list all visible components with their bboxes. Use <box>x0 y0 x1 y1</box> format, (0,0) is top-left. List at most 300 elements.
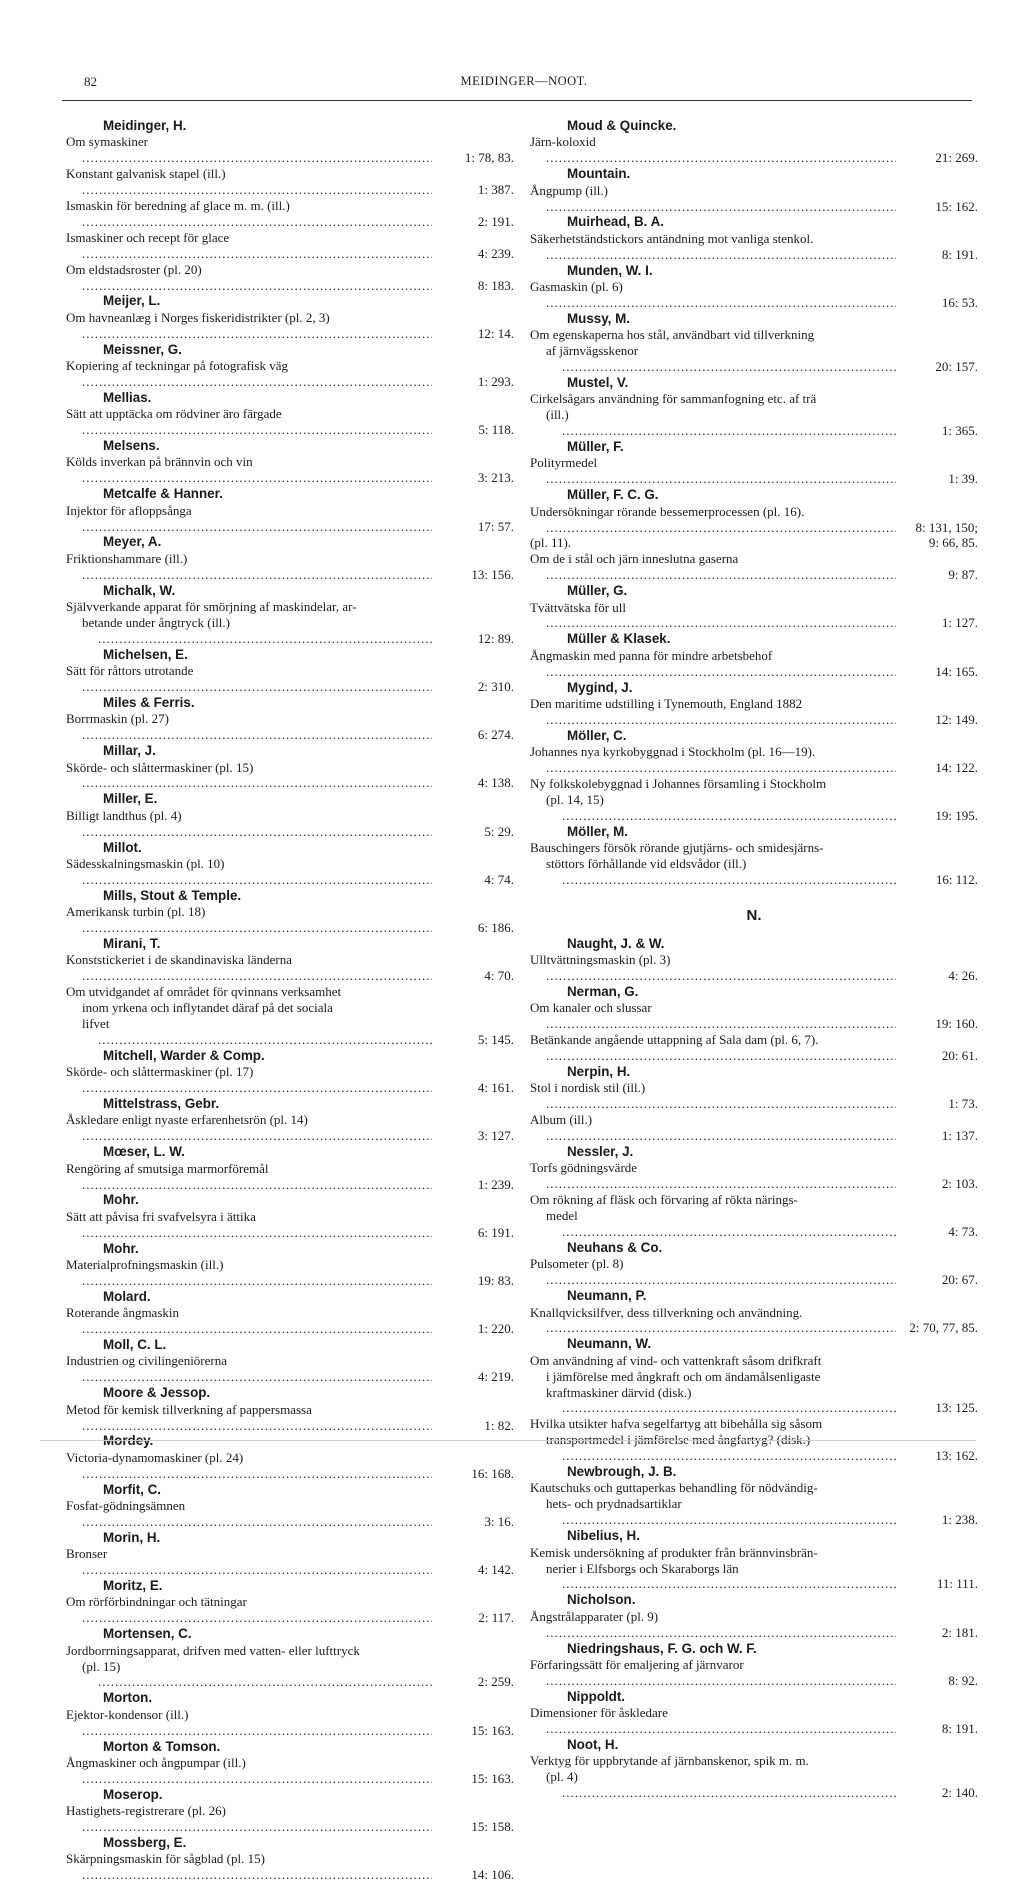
entry-line <box>530 952 896 984</box>
entry-title <box>66 134 432 166</box>
entry-line-text: betande under ångtryck (ill.) <box>82 614 230 630</box>
volume-page-ref: 12: 14. <box>477 325 514 341</box>
running-title: MEIDINGER—NOOT. <box>460 74 588 88</box>
leader-dots <box>66 374 432 390</box>
entry-line-text: (ill.) <box>546 407 569 423</box>
leader-dots <box>66 1128 432 1144</box>
entry-line-text: Borrmaskin (pl. 27) <box>66 711 169 727</box>
author-name: Michalk, W. <box>103 582 176 598</box>
index-entry <box>530 1480 978 1528</box>
volume-page-ref: 19: 83. <box>477 1272 514 1288</box>
index-entry <box>530 744 978 776</box>
entry-title <box>530 1545 896 1593</box>
entry-line-text: Injektor för afloppsånga <box>66 502 192 518</box>
entry-line-text: kraftmaskiner därvid (disk.) <box>546 1384 692 1400</box>
entry-line-text: Johannes nya kyrkobyggnad i Stockholm (pl. 16—19). <box>530 744 816 760</box>
entry-line <box>66 952 432 984</box>
leader-dots <box>546 1400 896 1416</box>
author-name: Mordey. <box>103 1433 154 1449</box>
entry-line: i jämförelse med ångkraft och om ändamålsenligaste <box>546 1368 821 1384</box>
entry-line: Jordborrningsapparat, drifven med vatten- eller lufttryck <box>66 1642 360 1658</box>
volume-page-ref: 8: 92. <box>948 1672 978 1688</box>
leader-dots <box>530 760 896 776</box>
entry-line-text: Polityrmedel <box>530 455 598 471</box>
leader-dots <box>546 359 896 375</box>
index-entry <box>530 1705 978 1737</box>
index-entry <box>66 599 514 647</box>
volume-page-ref: 14: 106. <box>471 1867 514 1883</box>
entry-line <box>66 262 432 294</box>
entry-title <box>530 535 896 551</box>
entry-title <box>66 1305 432 1337</box>
volume-page-ref: 4: 138. <box>477 775 514 791</box>
index-entry <box>66 1450 514 1482</box>
author-name: Munden, W. I. <box>567 262 653 278</box>
entry-line <box>66 1546 432 1578</box>
entry-line: Om egenskaperna hos stål, användbart vid tillverkning <box>530 327 815 343</box>
entry-line <box>530 1208 896 1240</box>
entry-title <box>530 952 896 984</box>
entry-line <box>66 310 432 342</box>
volume-page-ref: 21: 269. <box>935 150 978 166</box>
index-entry <box>530 455 978 487</box>
entry-line-text: Om havneanlæg i Norges fiskeridistrikter (pl. 2, 3) <box>66 309 330 325</box>
volume-page-ref: 8: 131, 150; <box>915 519 978 535</box>
entry-title <box>530 279 896 311</box>
volume-page-ref: 13: 125. <box>935 1400 978 1416</box>
volume-page-ref: 1: 127. <box>941 615 978 631</box>
index-entry <box>66 230 514 262</box>
entry-line <box>530 183 896 215</box>
entry-line-text: Victoria-dynamomaskiner (pl. 24) <box>66 1449 244 1465</box>
index-entry <box>530 952 978 984</box>
entry-line <box>530 1561 896 1593</box>
entry-title <box>530 1480 896 1528</box>
entry-title <box>530 1753 896 1801</box>
entry-line <box>530 1432 896 1464</box>
volume-page-ref: 2: 140. <box>941 1785 978 1801</box>
leader-dots <box>530 615 896 631</box>
volume-page-ref: 13: 156. <box>471 566 514 582</box>
right-column <box>530 118 978 1801</box>
volume-page-ref: 16: 112. <box>935 871 978 887</box>
leader-dots <box>66 1771 432 1787</box>
entry-line-text: Bronser <box>66 1546 108 1562</box>
entry-line <box>530 1385 896 1417</box>
leader-dots <box>66 920 432 936</box>
volume-page-ref: 5: 118. <box>478 422 514 438</box>
entry-title <box>66 1257 432 1289</box>
author-name: Meissner, G. <box>103 341 182 357</box>
volume-page-ref: 6: 274. <box>477 727 514 743</box>
entry-line: inom yrkena och inflytandet däraf på det sociala <box>82 1000 333 1016</box>
leader-dots <box>530 520 896 536</box>
entry-line <box>66 551 432 583</box>
entry-line-text: Sädesskalningsmaskin (pl. 10) <box>66 855 225 871</box>
volume-page-ref: 4: 161. <box>477 1080 514 1096</box>
entry-title <box>66 310 432 342</box>
index-entry <box>530 535 978 551</box>
entry-title <box>530 504 896 536</box>
author-name: Meidinger, H. <box>103 118 187 133</box>
author-name: Mossberg, E. <box>103 1834 187 1850</box>
entry-line-text: Skärpningsmaskin för sågblad (pl. 15) <box>66 1851 265 1867</box>
entry-line: Om utvidgandet af området för qvinnans verksamhet <box>66 984 342 1000</box>
entry-title <box>66 503 432 535</box>
volume-page-ref: 8: 183. <box>477 277 514 293</box>
entry-line-text: Ångstrålapparater (pl. 9) <box>530 1608 659 1624</box>
entry-title <box>530 551 896 583</box>
entry-title <box>530 455 896 487</box>
entry-line <box>66 1161 432 1193</box>
entry-line-text: Järn-koloxid <box>530 134 596 150</box>
entry-title <box>530 1657 896 1689</box>
volume-page-ref: 16: 53. <box>941 294 978 310</box>
index-entry <box>66 856 514 888</box>
index-entry <box>530 1545 978 1593</box>
volume-page-ref: 19: 160. <box>935 1016 978 1032</box>
entry-line <box>530 1657 896 1689</box>
entry-line-text: Ejektor-kondensor (ill.) <box>66 1706 189 1722</box>
entry-line <box>66 1803 432 1835</box>
index-entry <box>66 1803 514 1835</box>
entry-title <box>530 776 896 824</box>
volume-page-ref: 15: 162. <box>935 198 978 214</box>
entry-line <box>530 648 896 680</box>
leader-dots <box>530 1128 896 1144</box>
entry-line <box>66 230 432 262</box>
author-name: Mohr. <box>103 1192 139 1208</box>
index-entry <box>530 1080 978 1112</box>
index-entry <box>66 1112 514 1144</box>
volume-page-ref: 15: 158. <box>471 1819 514 1835</box>
volume-page-ref: 2: 117. <box>478 1610 514 1626</box>
leader-dots <box>66 246 432 262</box>
entry-line-text: Sätt att upptäcka om rödviner äro färgade <box>66 406 282 422</box>
entry-line-text: Om eldstadsroster (pl. 20) <box>66 261 202 277</box>
entry-line-text: Säkerhetständstickors antändning mot vanliga stenkol. <box>530 230 814 246</box>
entry-line-text: Fosfat-gödningsämnen <box>66 1498 186 1514</box>
index-entry <box>530 1032 978 1064</box>
leader-dots <box>66 1080 432 1096</box>
entry-title <box>66 1402 432 1434</box>
volume-page-ref: 4: 142. <box>477 1562 514 1578</box>
entry-line <box>530 1705 896 1737</box>
entry-line <box>66 1450 432 1482</box>
leader-dots <box>546 1576 896 1592</box>
entry-line <box>66 1209 432 1241</box>
author-name: Nibelius, H. <box>567 1528 640 1544</box>
entry-title <box>66 454 432 486</box>
entry-line <box>66 1498 432 1530</box>
entry-line: Bauschingers försök rörande gjutjärns- och smidesjärns- <box>530 840 824 856</box>
author-name: Millot. <box>103 839 142 855</box>
entry-title <box>66 230 432 262</box>
index-entry <box>530 696 978 728</box>
index-entry <box>66 1305 514 1337</box>
index-entry <box>66 198 514 230</box>
entry-line <box>66 904 432 936</box>
volume-page-ref: 15: 163. <box>471 1770 514 1786</box>
entry-line-text: Åskledare enligt nyaste erfarenhetsrön (pl. 14) <box>66 1112 308 1128</box>
entry-line <box>66 134 432 166</box>
index-entry <box>66 406 514 438</box>
entry-line <box>530 1080 896 1112</box>
author-name: Neumann, W. <box>567 1336 652 1352</box>
leader-dots <box>66 1466 432 1482</box>
volume-page-ref: 3: 16. <box>484 1513 514 1529</box>
entry-line-text: Kölds inverkan på brännvin och vin <box>66 454 253 470</box>
index-entry <box>66 984 514 1048</box>
entry-line <box>530 455 896 487</box>
left-column <box>66 118 514 1883</box>
entry-line <box>66 663 432 695</box>
author-name: Moud & Quincke. <box>567 118 677 133</box>
entry-line-text: Ångpump (ill.) <box>530 182 608 198</box>
volume-page-ref: 1: 39. <box>948 471 978 487</box>
entry-line-text: Den maritime udstilling i Tynemouth, England 1882 <box>530 695 803 711</box>
leader-dots <box>66 1514 432 1530</box>
leader-dots <box>546 808 896 824</box>
leader-dots <box>530 968 896 984</box>
entry-line-text: Betänkande angående uttappning af Sala dam (pl. 6, 7). <box>530 1032 819 1048</box>
entry-line-text: Album (ill.) <box>530 1112 593 1128</box>
entry-line: Ny folkskolebyggnad i Johannes församling i Stockholm <box>530 775 827 791</box>
entry-title <box>66 262 432 294</box>
volume-page-ref: 13: 162. <box>935 1448 978 1464</box>
author-name: Möller, M. <box>567 823 629 839</box>
entry-line-text: Skörde- och slåttermaskiner (pl. 17) <box>66 1064 254 1080</box>
author-name: Newbrough, J. B. <box>567 1464 677 1480</box>
leader-dots <box>66 1177 432 1193</box>
index-entry <box>530 1353 978 1417</box>
author-name: Miller, E. <box>103 791 158 807</box>
entry-line-text: Hastighets-registrerare (pl. 26) <box>66 1803 226 1819</box>
author-name: Nicholson. <box>567 1592 636 1608</box>
volume-page-ref: 2: 310. <box>477 679 514 695</box>
index-entry <box>66 1851 514 1883</box>
author-name: Miles & Ferris. <box>103 694 195 710</box>
leader-dots <box>530 1016 896 1032</box>
author-name: Müller, G. <box>567 583 628 599</box>
index-entry <box>66 1209 514 1241</box>
leader-dots <box>530 1673 896 1689</box>
leader-dots <box>530 150 896 166</box>
entry-line-text: (pl. 15) <box>82 1658 121 1674</box>
author-name: Naught, J. & W. <box>567 935 665 951</box>
leader-dots <box>530 1625 896 1641</box>
index-entry <box>530 1192 978 1240</box>
entry-line-text: Industrien og civilingeniörerna <box>66 1353 228 1369</box>
leader-dots <box>66 1867 432 1883</box>
entry-line <box>66 615 432 647</box>
volume-page-ref: 1: 137. <box>941 1128 978 1144</box>
entry-title <box>66 1209 432 1241</box>
index-entry <box>66 1402 514 1434</box>
entry-line <box>530 792 896 824</box>
leader-dots <box>530 712 896 728</box>
index-entry <box>66 1353 514 1385</box>
entry-line-text: Tvättvätska för ull <box>530 599 627 615</box>
author-name: Mirani, T. <box>103 936 161 951</box>
index-entry <box>530 504 978 536</box>
leader-dots <box>66 567 432 583</box>
index-entry <box>530 1000 978 1032</box>
entry-line <box>66 1594 432 1626</box>
entry-line-text: Materialprofningsmaskin (ill.) <box>66 1257 224 1273</box>
page-number: 82 <box>84 74 97 89</box>
entry-title <box>530 744 896 776</box>
entry-line-text: medel <box>546 1208 578 1224</box>
author-name: Müller, F. <box>567 439 624 455</box>
index-entry <box>530 1609 978 1641</box>
entry-line <box>530 504 896 536</box>
index-entry <box>530 279 978 311</box>
volume-page-ref: 1: 73. <box>948 1096 978 1112</box>
volume-page-ref: 12: 89. <box>477 630 514 646</box>
author-name: Muirhead, B. A. <box>567 214 664 230</box>
entry-line-text: Amerikansk turbin (pl. 18) <box>66 904 206 920</box>
index-entry <box>530 183 978 215</box>
index-entry <box>66 503 514 535</box>
entry-title <box>66 984 432 1048</box>
entry-line: Självverkande apparat för smörjning af maskindelar, ar- <box>66 599 357 615</box>
entry-title <box>66 1594 432 1626</box>
author-name: Mohr. <box>103 1240 139 1256</box>
entry-line <box>530 1032 896 1064</box>
entry-line-text: Stol i nordisk stil (ill.) <box>530 1080 646 1096</box>
entry-line <box>66 358 432 390</box>
entry-line-text: transportmedel i jämförelse med ångfartyg? (disk.) <box>546 1432 811 1448</box>
author-name: Mustel, V. <box>567 374 629 390</box>
entry-title <box>66 1643 432 1691</box>
author-name: Müller & Klasek. <box>567 631 671 647</box>
entry-title <box>66 1498 432 1530</box>
volume-page-ref: 4: 74. <box>484 871 514 887</box>
entry-line <box>530 407 896 439</box>
entry-line-text: stöttors förhållande vid eldsvådor (ill.) <box>546 855 747 871</box>
entry-line-text: Roterande ångmaskin <box>66 1305 179 1321</box>
entry-title <box>530 231 896 263</box>
volume-page-ref: 14: 165. <box>935 663 978 679</box>
author-name: Mills, Stout & Temple. <box>103 887 242 903</box>
entry-line: Verktyg för uppbrytande af järnbanskenor, spik m. m. <box>530 1753 809 1769</box>
entry-line-text: Sätt att påvisa fri svafvelsyra i ättika <box>66 1208 256 1224</box>
entry-title <box>530 134 896 166</box>
volume-page-ref: 5: 145. <box>477 1031 514 1047</box>
entry-line-text: Billigt landthus (pl. 4) <box>66 807 182 823</box>
leader-dots <box>82 1674 432 1690</box>
volume-page-ref: 2: 181. <box>941 1624 978 1640</box>
entry-line-text: Om kanaler och slussar <box>530 1000 652 1016</box>
entry-title <box>66 1707 432 1739</box>
volume-page-ref: 4: 239. <box>477 245 514 261</box>
entry-line <box>66 760 432 792</box>
volume-page-ref: 1: 239. <box>477 1176 514 1192</box>
volume-page-ref: 6: 186. <box>477 920 514 936</box>
entry-line <box>530 1160 896 1192</box>
entry-line <box>530 856 896 888</box>
entry-line-text: nerier i Elfsborgs och Skaraborgs län <box>546 1560 739 1576</box>
entry-line <box>530 535 896 551</box>
entry-line <box>66 166 432 198</box>
author-name: Mortensen, C. <box>103 1626 192 1642</box>
volume-page-ref: 3: 127. <box>477 1128 514 1144</box>
volume-page-ref: 2: 70, 77, 85. <box>909 1320 978 1336</box>
entry-line <box>530 1305 896 1337</box>
entry-title <box>66 1112 432 1144</box>
leader-dots <box>66 1418 432 1434</box>
author-name: Nerman, G. <box>567 984 639 999</box>
index-entry <box>66 134 514 166</box>
leader-dots <box>66 775 432 791</box>
leader-dots <box>546 423 896 439</box>
entry-line-text: Ulltvättningsmaskin (pl. 3) <box>530 952 671 968</box>
index-entry <box>66 1161 514 1193</box>
index-entry <box>66 760 514 792</box>
author-name: Niedringshaus, F. G. och W. F. <box>567 1640 757 1656</box>
leader-dots <box>66 1610 432 1626</box>
author-name: Morfit, C. <box>103 1481 162 1497</box>
entry-line-text: Kopiering af teckningar på fotografisk väg <box>66 358 289 374</box>
index-entry <box>530 1753 978 1801</box>
entry-line-text: Skörde- och slåttermaskiner (pl. 15) <box>66 759 254 775</box>
volume-page-ref: 20: 61. <box>941 1048 978 1064</box>
leader-dots <box>66 326 432 342</box>
author-name: Morton & Tomson. <box>103 1738 221 1754</box>
entry-title <box>530 183 896 215</box>
volume-page-ref: 15: 163. <box>471 1722 514 1738</box>
volume-page-ref: 11: 111. <box>936 1576 978 1592</box>
entry-line <box>66 1353 432 1385</box>
entry-title <box>530 1305 896 1337</box>
entry-line <box>66 1755 432 1787</box>
entry-line: Kautschuks och guttaperkas behandling för nödvändig- <box>530 1480 818 1496</box>
leader-dots <box>546 872 896 888</box>
index-entry <box>530 600 978 632</box>
author-name: Neuhans & Co. <box>567 1239 663 1255</box>
volume-page-ref: 20: 67. <box>941 1272 978 1288</box>
entry-line <box>530 600 896 632</box>
leader-dots <box>66 278 432 294</box>
entry-line: Om rökning af fläsk och förvaring af rökta närings- <box>530 1192 798 1208</box>
volume-page-ref: 1: 387. <box>477 182 514 198</box>
entry-line <box>66 503 432 535</box>
entry-line-text: Om symaskiner <box>66 134 148 150</box>
entry-line-text: Ångmaskin med panna för mindre arbetsbehof <box>530 647 773 663</box>
volume-page-ref: 1: 238. <box>941 1512 978 1528</box>
index-entry <box>66 904 514 936</box>
volume-page-ref: 2: 259. <box>477 1674 514 1690</box>
index-entry <box>530 391 978 439</box>
leader-dots <box>546 1512 896 1528</box>
entry-title <box>530 1192 896 1240</box>
index-entry <box>530 840 978 888</box>
volume-page-ref: 2: 103. <box>941 1176 978 1192</box>
index-entry <box>530 1657 978 1689</box>
entry-line <box>530 343 896 375</box>
entry-line: Om användning af vind- och vattenkraft såsom drifkraft <box>530 1352 822 1368</box>
leader-dots <box>530 247 896 263</box>
leader-dots <box>66 1562 432 1578</box>
entry-line <box>66 454 432 486</box>
entry-line <box>530 1112 896 1144</box>
author-name: Melsens. <box>103 438 160 454</box>
entry-line-text: Torfs gödningsvärde <box>530 1160 638 1176</box>
author-name: Neumann, P. <box>567 1288 647 1304</box>
volume-page-ref: 1: 365. <box>941 423 978 439</box>
author-name: Nippoldt. <box>567 1688 626 1704</box>
